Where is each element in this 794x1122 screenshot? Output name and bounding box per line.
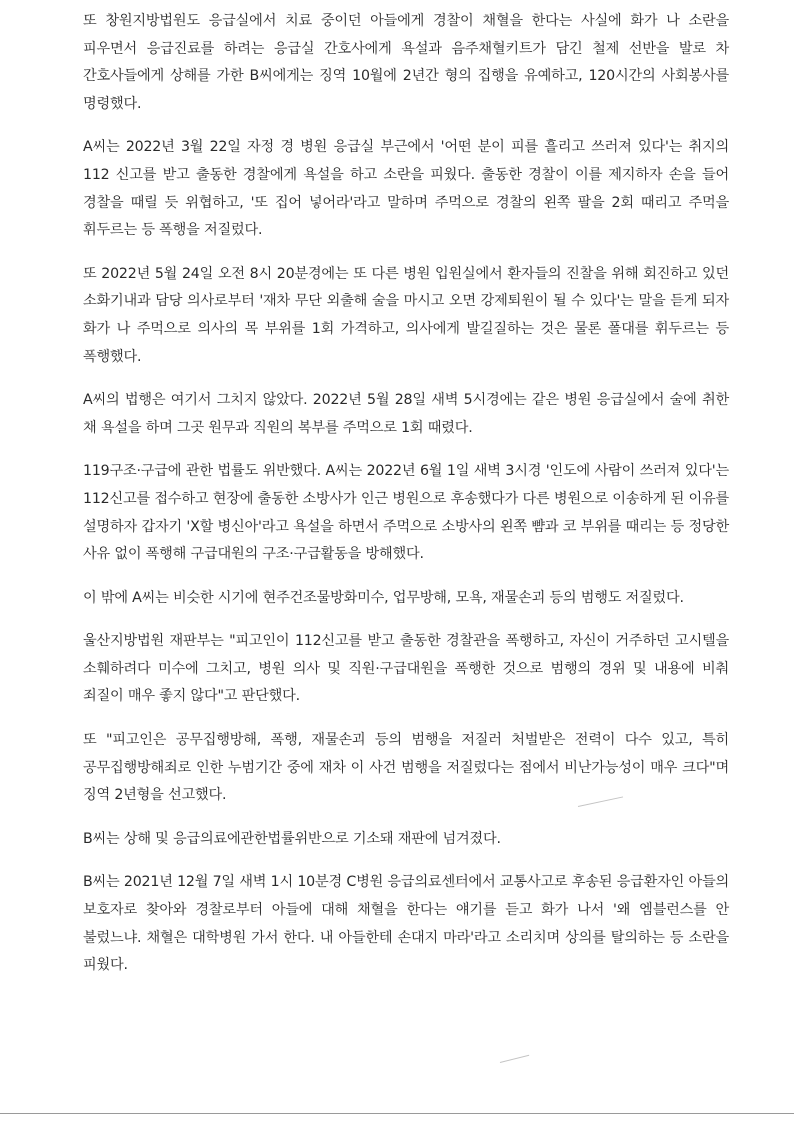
paragraph: 또 "피고인은 공무집행방해, 폭행, 재물손괴 등의 범행을 저질러 처벌받은 전력이 다수 있고, 특히 공무집행방해죄로 인한 누범기간 중에 재차 이 사건 범행을 저질렀다는 점에서 비난가능성이 매우 크다"며 징역 2년형을 선고했다. bbox=[83, 732, 729, 804]
paragraph: B씨는 상해 및 응급의료에관한법률위반으로 기소돼 재판에 넘겨졌다. bbox=[83, 830, 501, 847]
paragraph: A씨의 법행은 여기서 그치지 않았다. 2022년 5월 28일 새벽 5시경에는 같은 병원 응급실에서 술에 취한 채 욕설을 하며 그곳 원무과 직원의 복부를 주먹으로 1회 때렸다. bbox=[83, 392, 729, 436]
scan-pen-mark bbox=[500, 1055, 529, 1063]
footer-rule bbox=[0, 1113, 794, 1114]
paragraph: B씨는 2021년 12월 7일 새벽 1시 10분경 C병원 응급의료센터에서 교통사고로 후송된 응급환자인 아들의 보호자로 찾아와 경찰로부터 아들에 대해 채혈을 한다는 얘기를 듣고 화가 나서 '왜 엠블런스를 안 불렀느냐. 채혈은 대학병원 가서 한다. 내 아들한테 손대지 마라'라고 소리치며 상의를 탈의하는 등 소란을 피웠다. bbox=[83, 874, 729, 974]
paragraph: 또 2022년 5월 24일 오전 8시 20분경에는 또 다른 병원 입원실에서 환자들의 진찰을 위해 회진하고 있던 소화기내과 담당 의사로부터 '재차 무단 외출해 술을 마시고 오면 강제퇴원이 될 수 있다'는 말을 듣게 되자 화가 나 주먹으로 의사의 목 부위를 1회 가격하고, 의사에게 발길질하는 것은 물론 폴대를 휘두르는 등 폭행했다. bbox=[83, 265, 729, 365]
paragraph: 이 밖에 A씨는 비슷한 시기에 현주건조물방화미수, 업무방해, 모욕, 재물손괴 등의 범행도 저질렀다. bbox=[83, 589, 684, 606]
paragraph: 또 창원지방법원도 응급실에서 치료 중이던 아들에게 경찰이 채혈을 한다는 사실에 화가 나 소란을 피우면서 응급진료를 하려는 응급실 간호사에게 욕설과 음주채혈키트가 담긴 철제 선반을 발로 차 간호사들에게 상해를 가한 B씨에게는 징역 10월에 2년간 형의 집행을 유예하고, 120시간의 사회봉사를 명령했다. bbox=[83, 13, 729, 112]
paragraph: 울산지방법원 재판부는 "피고인이 112신고를 받고 출동한 경찰관을 폭행하고, 자신이 거주하던 고시텔을 소훼하려다 미수에 그치고, 병원 의사 및 직원·구급대원을 폭행한 것으로 범행의 경위 및 내용에 비춰 죄질이 매우 좋지 않다"고 판단했다. bbox=[83, 633, 729, 705]
paragraph: A씨는 2022년 3월 22일 자정 경 병원 응급실 부근에서 '어떤 분이 피를 흘리고 쓰러져 있다'는 취지의 112 신고를 받고 출동한 경찰에게 욕설을 하고 소란을 피웠다. 출동한 경찰이 이를 제지하자 손을 들어 경찰을 때릴 듯 위협하고, '또 집어 넣어라'라고 말하며 주먹으로 경찰의 왼쪽 팔을 2회 때리고 주먹을 휘두르는 등 폭행을 저질렀다. bbox=[83, 139, 729, 239]
document-body bbox=[83, 8, 729, 996]
paragraph: 119구조·구급에 관한 법률도 위반했다. A씨는 2022년 6월 1일 새벽 3시경 '인도에 사람이 쓰러져 있다'는 112신고를 접수하고 현장에 출동한 소방사가 인근 병원으로 후송했다가 다른 병원으로 이송하게 된 이유를 설명하자 갑자기 'X할 병신아'라고 욕설을 하면서 주먹으로 소방사의 왼쪽 뺨과 코 부위를 때리는 등 정당한 사유 없이 폭행해 구급대원의 구조·구급활동을 방해했다. bbox=[83, 463, 729, 563]
